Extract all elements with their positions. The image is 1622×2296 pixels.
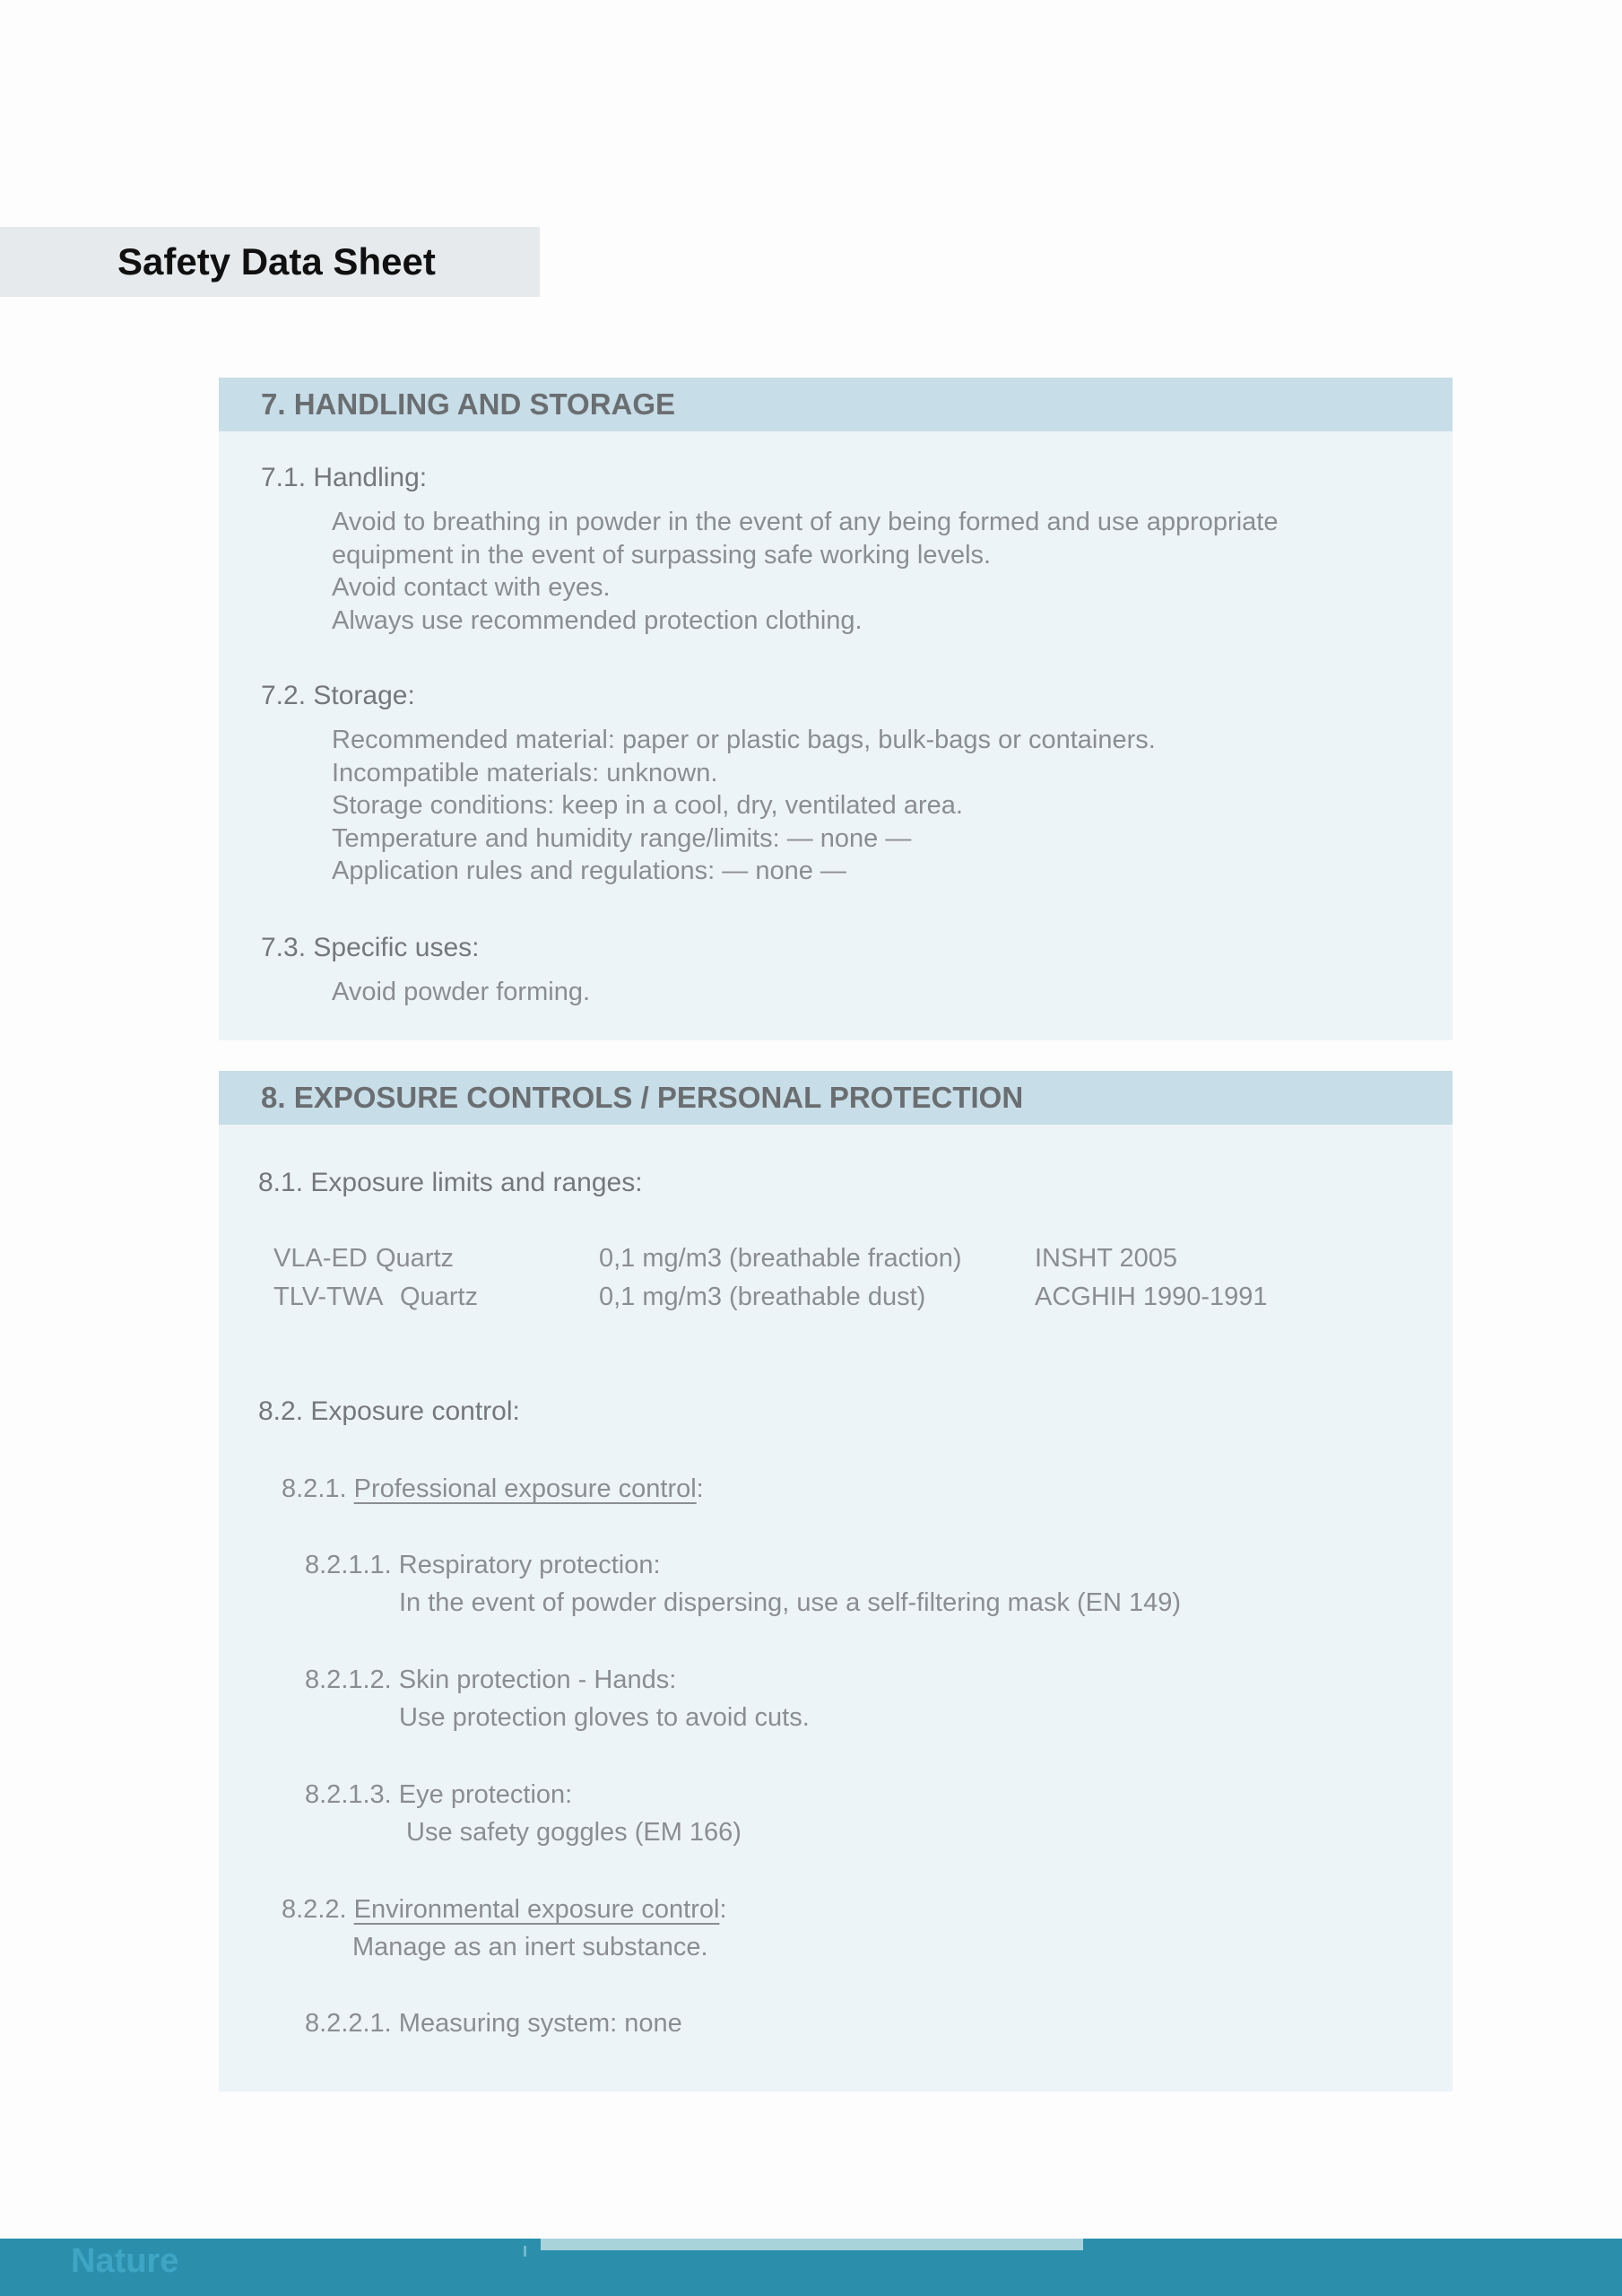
eye-label: 8.2.1.3. Eye protection: [305, 1780, 573, 1809]
environmental-colon: : [719, 1895, 727, 1924]
handling-line: Avoid to breathing in powder in the event of any being formed and use appropriate [332, 508, 1279, 536]
footer-tab [541, 2239, 1083, 2250]
professional-title: Professional exposure control [353, 1474, 697, 1503]
footer-brand: Nature [71, 2242, 179, 2280]
environmental-title: Environmental exposure control [353, 1895, 720, 1924]
limit-substance: Quartz [400, 1283, 479, 1311]
limits-label: 8.1. Exposure limits and ranges: [258, 1168, 643, 1197]
handling-line: equipment in the event of surpassing safe working levels. [332, 540, 992, 570]
environmental-text: Manage as an inert substance. [352, 1933, 708, 1961]
footer-tick [524, 2246, 526, 2257]
storage-line: Temperature and humidity range/limits: — none — [332, 823, 912, 853]
limit-value: 0,1 mg/m3 (breathable fraction) [599, 1244, 962, 1273]
limit-value: 0,1 mg/m3 (breathable dust) [599, 1283, 926, 1311]
limit-code: TLV-TWA [273, 1283, 384, 1311]
control-label: 8.2. Exposure control: [258, 1396, 520, 1426]
storage-line: Storage conditions: keep in a cool, dry, ventilated area. [332, 791, 963, 820]
storage-line: Incompatible materials: unknown. [332, 758, 718, 787]
professional-control [282, 1473, 704, 1506]
handling-line: Always use recommended protection clothing. [332, 605, 863, 635]
storage-label: 7.2. Storage: [261, 681, 415, 710]
section-7-heading: 7. HANDLING AND STORAGE [219, 378, 1453, 431]
skin-text: Use protection gloves to avoid cuts. [399, 1703, 810, 1732]
professional-colon: : [696, 1474, 704, 1503]
limit-code: VLA-ED [273, 1244, 368, 1273]
section-8-heading: 8. EXPOSURE CONTROLS / PERSONAL PROTECTION [219, 1071, 1453, 1125]
environmental-number: 8.2.2. [282, 1895, 347, 1924]
handling-text [332, 506, 1278, 637]
handling-line: Avoid contact with eyes. [332, 573, 611, 602]
page-title: Safety Data Sheet [117, 240, 436, 283]
measuring-label: 8.2.2.1. Measuring system: none [305, 2009, 682, 2038]
environmental-control [282, 1893, 727, 1926]
limit-substance: Quartz [376, 1244, 455, 1273]
uses-label: 7.3. Specific uses: [261, 933, 480, 962]
storage-line: Application rules and regulations: — none — [332, 857, 846, 885]
storage-text [332, 724, 1156, 888]
title-band [0, 227, 540, 297]
respiratory-label: 8.2.1.1. Respiratory protection: [305, 1551, 661, 1579]
storage-line: Recommended material: paper or plastic bags, bulk-bags or containers. [332, 726, 1156, 754]
respiratory-text: In the event of powder dispersing, use a self-filtering mask (EN 149) [399, 1588, 1182, 1617]
professional-number: 8.2.1. [282, 1474, 347, 1503]
handling-label: 7.1. Handling: [261, 463, 428, 492]
skin-label: 8.2.1.2. Skin protection - Hands: [305, 1665, 677, 1694]
eye-text: Use safety goggles (EM 166) [406, 1818, 742, 1847]
uses-text: Avoid powder forming. [332, 978, 591, 1006]
limit-source: INSHT 2005 [1035, 1244, 1178, 1273]
limit-source: ACGHIH 1990-1991 [1035, 1283, 1268, 1311]
